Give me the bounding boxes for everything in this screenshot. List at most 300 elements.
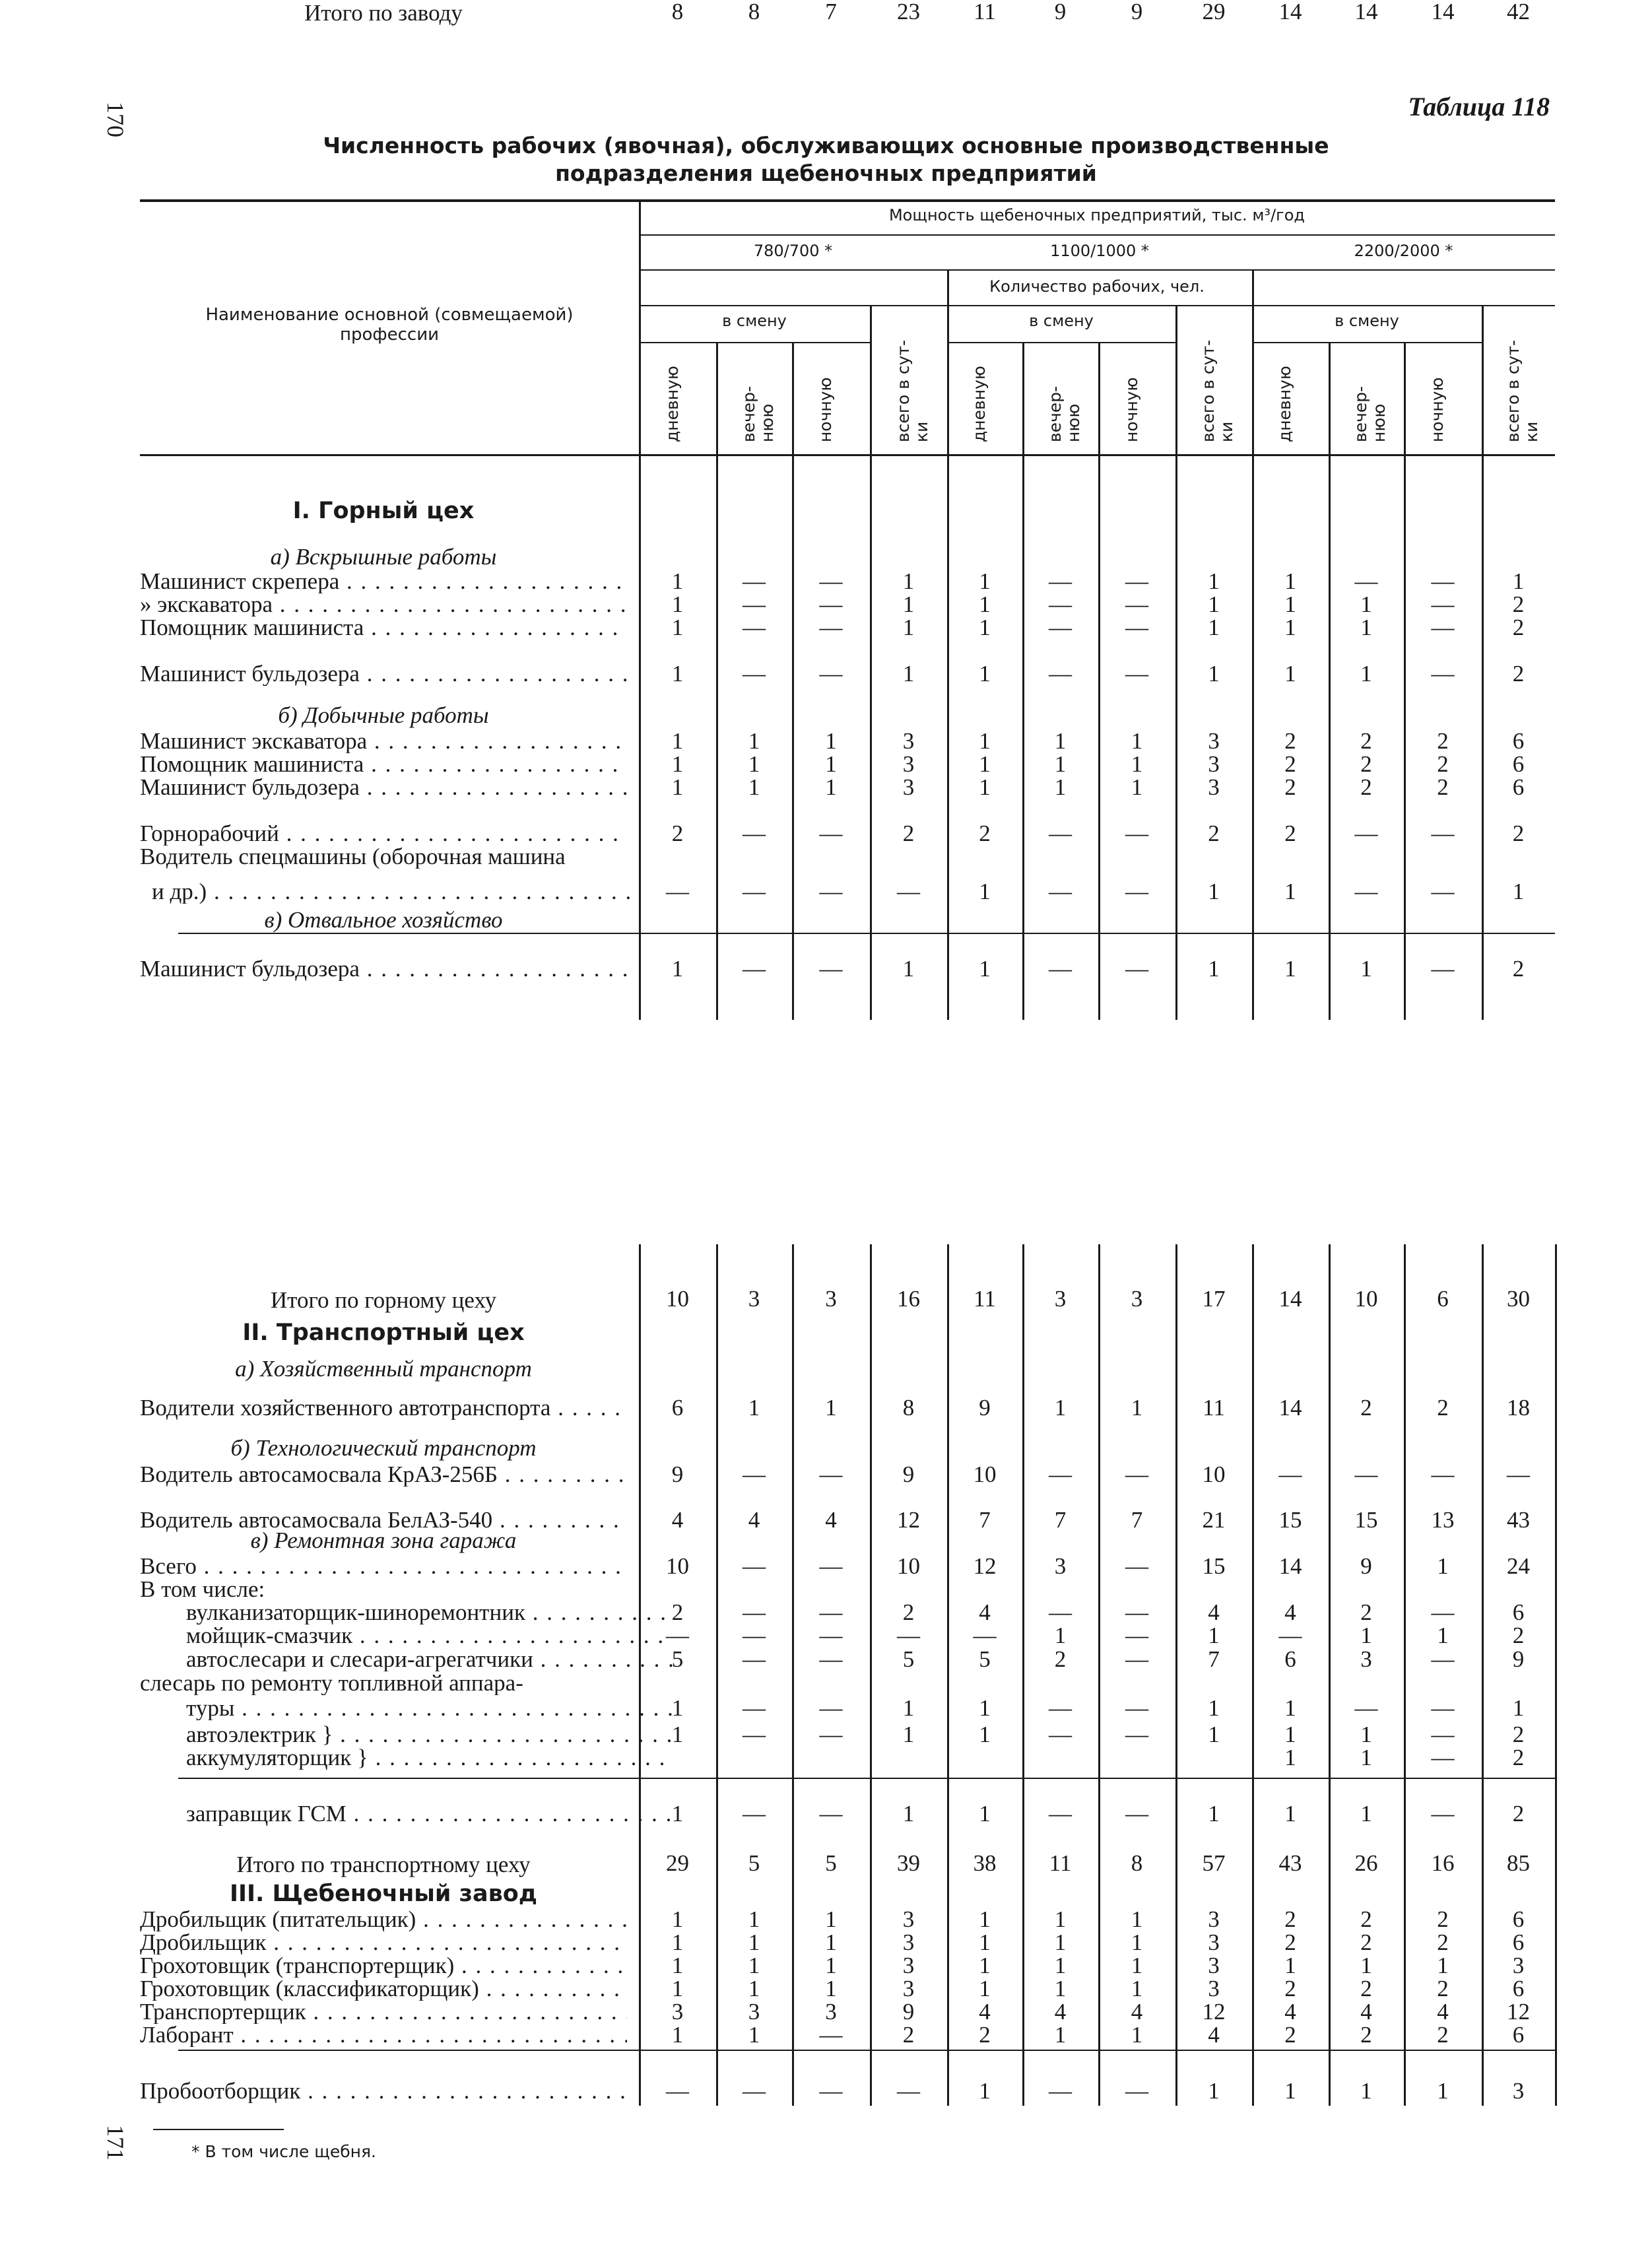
column-rule: [716, 1244, 718, 2106]
column-rule: [1175, 305, 1177, 1020]
table-cell: 1: [748, 774, 760, 800]
table-cell: —: [819, 1801, 843, 1826]
table-cell: 1: [825, 1976, 837, 2001]
table-cell: 3: [1512, 2078, 1525, 2104]
table-cell: 1: [1437, 1623, 1449, 1648]
table-cell: 2: [1360, 1395, 1372, 1421]
table-cell: —: [743, 879, 766, 904]
table-cell: 2: [1512, 956, 1525, 982]
table-cell: —: [819, 879, 843, 904]
table-cell: 1: [1360, 2078, 1372, 2104]
row-label: Грохотовщик (классификаторщик) . . .: [140, 1977, 627, 2001]
table-cell: 1: [1360, 1745, 1372, 1770]
table-cell: 3: [902, 1929, 915, 1955]
table-cell: 2: [1284, 1906, 1296, 1932]
table-cell: 2: [1054, 1646, 1067, 1672]
table-cell: 1: [1131, 1906, 1143, 1932]
table-cell: 1: [1360, 1623, 1372, 1648]
table-cell: 2: [1360, 1906, 1372, 1932]
table-cell: —: [1049, 1461, 1072, 1487]
table-cell: 1: [902, 1722, 915, 1747]
column-rule: [1404, 1244, 1406, 2106]
column-rule: [1175, 1244, 1177, 2106]
table-cell: 2: [979, 2022, 991, 2048]
table-cell: 8: [902, 1395, 915, 1421]
table-cell: 1: [1360, 615, 1372, 640]
table-cell: 6: [1512, 1906, 1525, 1932]
table-cell: 1: [1208, 661, 1220, 687]
table-cell: —: [973, 1623, 997, 1648]
table-cell: 6: [671, 1395, 684, 1421]
table-cell: —: [1049, 1599, 1072, 1625]
table-cell: 5: [671, 1646, 684, 1672]
row-label: заправщик ГСМ . . .: [186, 1802, 673, 1826]
table-cell: 9: [902, 1461, 915, 1487]
table-cell: —: [1431, 615, 1455, 640]
total-cell: 9: [1054, 0, 1067, 24]
table-cell: 15: [1202, 1553, 1226, 1579]
table-cell: —: [1125, 1623, 1148, 1648]
table-cell: —: [1049, 661, 1072, 687]
table-cell: 1: [1284, 1745, 1296, 1770]
total-cell: 8: [1131, 1850, 1143, 1876]
total-cell: 6: [1437, 1286, 1449, 1312]
table-cell: 1: [748, 728, 760, 754]
table-cell: 1: [979, 728, 991, 754]
table-cell: —: [1125, 1646, 1148, 1672]
table-cell: —: [819, 1599, 843, 1625]
table-cell: 21: [1202, 1507, 1226, 1533]
table-cell: 2: [1360, 1599, 1372, 1625]
table-cell: —: [1049, 956, 1072, 982]
table-cell: 2: [1284, 1976, 1296, 2001]
table-cell: 3: [1208, 751, 1220, 777]
total-cell: 3: [825, 1286, 837, 1312]
table-cell: 1: [825, 1395, 837, 1421]
groups-rule: [639, 269, 1555, 271]
total-cell: 8: [671, 0, 684, 24]
table-cell: —: [743, 661, 766, 687]
table-cell: 3: [1208, 728, 1220, 754]
table-cell: 15: [1354, 1507, 1378, 1533]
table-cell: —: [819, 568, 843, 594]
table-cell: —: [1431, 821, 1455, 846]
table-cell: 1: [748, 1906, 760, 1932]
table-cell: 1: [1208, 1801, 1220, 1826]
table-cell: —: [1125, 1553, 1148, 1579]
table-cell: 4: [748, 1507, 760, 1533]
table-cell: 1: [1284, 1722, 1296, 1747]
table-cell: 1: [1284, 568, 1296, 594]
table-cell: —: [743, 615, 766, 640]
table-cell: 2: [1512, 615, 1525, 640]
total-cell: 7: [825, 0, 837, 24]
table-cell: 1: [1054, 1953, 1067, 1978]
table-cell: —: [1049, 615, 1072, 640]
row-label: Всего . . .: [140, 1555, 627, 1578]
table-cell: 2: [1284, 774, 1296, 800]
table-cell: 1: [825, 1953, 837, 1978]
row-label: автослесари и слесари-агрегатчики . . .: [186, 1648, 673, 1671]
table-cell: —: [1431, 568, 1455, 594]
header-profession: Наименование основной (совмещаемой) профессии: [205, 305, 574, 345]
row-label: Водитель автосамосвала БелАЗ-540 . . .: [140, 1508, 627, 1532]
table-cell: 1: [979, 2078, 991, 2104]
row-label: Транспортерщик . . .: [140, 2000, 627, 2024]
table-cell: 1: [1208, 1722, 1220, 1747]
table-cell: 1: [671, 615, 684, 640]
header-col-1: дневную: [662, 366, 682, 442]
table-cell: —: [1431, 661, 1455, 687]
row-label: вулканизаторщик-шиноремонтник . . .: [186, 1601, 673, 1625]
table-cell: 2: [1437, 1906, 1449, 1932]
table-cell: 1: [1131, 1395, 1143, 1421]
table-cell: 1: [671, 2022, 684, 2048]
header-col-4: всего в сут- ки: [1199, 339, 1236, 442]
total-cell: 3: [1054, 1286, 1067, 1312]
column-rule: [1022, 342, 1024, 1020]
total-rule-plant: [178, 2050, 1555, 2051]
table-cell: 1: [1208, 956, 1220, 982]
table-cell: —: [1125, 1722, 1148, 1747]
column-rule: [1329, 342, 1331, 1020]
table-cell: 1: [671, 751, 684, 777]
table-cell: —: [1049, 1695, 1072, 1721]
table-cell: 2: [1284, 728, 1296, 754]
table-cell: 1: [825, 774, 837, 800]
subsection-heading: а) Хозяйственный транспорт: [235, 1356, 532, 1382]
table-cell: 1: [1360, 1801, 1372, 1826]
row-label: Грохотовщик (транспортерщик) . . .: [140, 1954, 627, 1978]
total-cell: 23: [897, 0, 920, 24]
table-cell: —: [1125, 1461, 1148, 1487]
table-cell: —: [743, 1461, 766, 1487]
table-cell: 3: [902, 1976, 915, 2001]
table-cell: 6: [1512, 1929, 1525, 1955]
table-cell: —: [1431, 956, 1455, 982]
total-cell: 5: [748, 1850, 760, 1876]
header-capacity: Мощность щебеночных предприятий, тыс. м³/год: [888, 206, 1305, 224]
row-label: аккумуляторщик } . . .: [186, 1746, 673, 1770]
table-cell: 4: [1437, 1999, 1449, 2025]
table-cell: 1: [825, 1929, 837, 1955]
table-top-rule: [140, 199, 1555, 202]
capacity-rule: [639, 234, 1555, 236]
table-cell: 1: [902, 956, 915, 982]
table-cell: 1: [979, 879, 991, 904]
column-rule: [1404, 342, 1406, 1020]
table-cell: —: [1431, 1646, 1455, 1672]
table-cell: —: [1049, 1722, 1072, 1747]
table-cell: 1: [671, 1953, 684, 1978]
table-label: Таблица 118: [1408, 92, 1550, 121]
table-cell: 1: [825, 728, 837, 754]
row-label: Дробильщик (питательщик) . . .: [140, 1908, 627, 1931]
table-cell: 1: [1054, 1976, 1067, 2001]
total-cell: 16: [897, 1286, 920, 1312]
table-cell: 1: [1284, 591, 1296, 617]
table-cell: 1: [671, 1929, 684, 1955]
row-label: мойщик-смазчик . . .: [186, 1624, 673, 1648]
table-cell: 2: [1360, 2022, 1372, 2048]
table-cell: 1: [1054, 1906, 1067, 1932]
row-label: В том числе:: [140, 1578, 265, 1601]
table-cell: 1: [671, 591, 684, 617]
table-cell: 1: [1208, 568, 1220, 594]
column-rule: [1329, 1244, 1331, 2106]
total-label: Итого по горному цеху: [270, 1287, 497, 1313]
table-cell: —: [1125, 568, 1148, 594]
table-cell: 1: [748, 2022, 760, 2048]
table-cell: 1: [1131, 1953, 1143, 1978]
table-cell: —: [743, 1695, 766, 1721]
table-cell: 1: [1437, 2078, 1449, 2104]
table-cell: 12: [973, 1553, 997, 1579]
table-cell: —: [1431, 1722, 1455, 1747]
table-cell: 2: [1512, 661, 1525, 687]
table-cell: 1: [1360, 956, 1372, 982]
table-cell: —: [743, 591, 766, 617]
table-cell: 1: [825, 751, 837, 777]
table-cell: 4: [1284, 1999, 1296, 2025]
table-cell: —: [1278, 1623, 1302, 1648]
table-cell: 1: [1512, 1695, 1525, 1721]
row-label: Машинист скрепера . . .: [140, 570, 627, 593]
table-cell: 1: [1131, 1929, 1143, 1955]
table-cell: 7: [1208, 1646, 1220, 1672]
row-label: слесарь по ремонту топливной аппара-: [140, 1671, 523, 1695]
table-cell: 5: [902, 1646, 915, 1672]
table-cell: —: [743, 1801, 766, 1826]
table-cell: 10: [1202, 1461, 1226, 1487]
table-cell: —: [1049, 879, 1072, 904]
table-cell: 2: [1284, 1929, 1296, 1955]
total-cell: 38: [973, 1850, 997, 1876]
table-cell: 1: [902, 591, 915, 617]
table-cell: 2: [1512, 1722, 1525, 1747]
table-cell: 3: [1208, 1929, 1220, 1955]
table-cell: 3: [671, 1999, 684, 2025]
table-cell: 4: [979, 1999, 991, 2025]
column-rule: [947, 269, 949, 1020]
table-cell: 1: [1054, 774, 1067, 800]
column-rule: [1555, 1244, 1557, 2106]
header-per-shift: в смену: [1335, 312, 1399, 330]
header-group-780: 780/700 *: [753, 242, 833, 260]
table-cell: 1: [902, 661, 915, 687]
table-cell: 1: [979, 591, 991, 617]
title-line-1: Численность рабочих (явочная), обслуживающих основные производственные: [323, 133, 1329, 158]
table-cell: 1: [979, 1801, 991, 1826]
table-cell: 24: [1507, 1553, 1530, 1579]
total-cell: 26: [1354, 1850, 1378, 1876]
table-cell: 2: [1437, 1976, 1449, 2001]
column-rule: [870, 305, 872, 1020]
table-cell: 1: [1208, 615, 1220, 640]
table-cell: 4: [1208, 1599, 1220, 1625]
table-cell: 6: [1284, 1646, 1296, 1672]
table-cell: 10: [973, 1461, 997, 1487]
section-heading: II. Транспортный цех: [242, 1320, 525, 1346]
table-cell: 7: [1054, 1507, 1067, 1533]
subsection-heading: б) Технологический транспорт: [230, 1435, 537, 1461]
table-cell: 1: [748, 751, 760, 777]
row-label: Помощник машиниста . . .: [140, 616, 627, 640]
column-rule: [1098, 1244, 1100, 2106]
table-cell: —: [743, 1553, 766, 1579]
total-cell: 5: [825, 1850, 837, 1876]
table-cell: 15: [1278, 1507, 1302, 1533]
header-bottom-rule: [140, 454, 1555, 456]
total-cell: 30: [1507, 1286, 1530, 1312]
table-cell: 1: [902, 1801, 915, 1826]
header-col-2: вечер- нюю: [739, 385, 777, 442]
table-cell: 1: [1131, 2022, 1143, 2048]
table-cell: 6: [1512, 751, 1525, 777]
table-cell: —: [819, 1646, 843, 1672]
table-cell: 2: [671, 1599, 684, 1625]
row-label: и др.) . . .: [152, 880, 639, 904]
table-cell: 2: [1437, 751, 1449, 777]
total-cell: 14: [1431, 0, 1455, 24]
header-col-4: всего в сут- ки: [1503, 339, 1541, 442]
table-cell: —: [666, 879, 689, 904]
table-cell: 3: [748, 1999, 760, 2025]
table-cell: 1: [979, 1695, 991, 1721]
table-cell: —: [819, 615, 843, 640]
table-cell: —: [666, 1623, 689, 1648]
table-cell: —: [743, 568, 766, 594]
table-cell: 1: [1284, 2078, 1296, 2104]
column-rule: [1482, 305, 1484, 1020]
subsection-heading: а) Вскрышные работы: [270, 544, 497, 570]
table-cell: —: [1431, 1461, 1455, 1487]
footnote: * В том числе щебня.: [191, 2142, 376, 2161]
table-cell: 4: [825, 1507, 837, 1533]
table-cell: 9: [902, 1999, 915, 2025]
table-cell: 1: [979, 1906, 991, 1932]
table-cell: —: [1431, 1745, 1455, 1770]
total-cell: 17: [1202, 1286, 1226, 1312]
table-cell: 10: [666, 1553, 689, 1579]
total-cell: 14: [1278, 0, 1302, 24]
header-group-2200: 2200/2000 *: [1354, 242, 1453, 260]
total-cell: 16: [1431, 1850, 1455, 1876]
table-cell: 12: [1507, 1999, 1530, 2025]
column-rule: [792, 1244, 794, 2106]
table-cell: —: [819, 821, 843, 846]
table-cell: 1: [902, 1695, 915, 1721]
table-cell: 13: [1431, 1507, 1455, 1533]
table-cell: —: [1431, 1695, 1455, 1721]
table-cell: 1: [979, 751, 991, 777]
table-cell: 1: [1054, 728, 1067, 754]
table-cell: 1: [748, 1929, 760, 1955]
table-cell: 6: [1512, 2022, 1525, 2048]
table-cell: 1: [1054, 1395, 1067, 1421]
table-cell: 1: [671, 568, 684, 594]
shift-rule-0: [639, 342, 870, 343]
table-cell: —: [1049, 2078, 1072, 2104]
table-cell: 9: [671, 1461, 684, 1487]
total-cell: 43: [1278, 1850, 1302, 1876]
table-cell: —: [1125, 821, 1148, 846]
total-cell: 11: [974, 1286, 996, 1312]
table-cell: 1: [902, 615, 915, 640]
header-col-1: дневную: [970, 366, 989, 442]
table-cell: 1: [671, 728, 684, 754]
table-cell: 2: [902, 1599, 915, 1625]
table-cell: 1: [748, 1976, 760, 2001]
table-cell: 3: [902, 751, 915, 777]
table-cell: 3: [825, 1999, 837, 2025]
header-col-1: дневную: [1275, 366, 1294, 442]
table-cell: 1: [1360, 661, 1372, 687]
table-cell: —: [819, 661, 843, 687]
column-rule: [639, 202, 641, 1020]
table-cell: 2: [1437, 728, 1449, 754]
table-cell: 18: [1507, 1395, 1530, 1421]
table-cell: 1: [1284, 1695, 1296, 1721]
section-heading: I. Горный цех: [292, 498, 475, 524]
total-cell: 8: [748, 0, 760, 24]
section-heading: III. Щебеночный завод: [229, 1881, 538, 1907]
table-cell: 4: [1360, 1999, 1372, 2025]
table-cell: —: [1354, 1461, 1378, 1487]
table-cell: —: [1431, 1801, 1455, 1826]
table-cell: 1: [1284, 1801, 1296, 1826]
table-cell: 1: [1054, 751, 1067, 777]
page-number-top: 170: [102, 102, 129, 137]
total-cell: 3: [748, 1286, 760, 1312]
table-cell: 1: [979, 661, 991, 687]
table-cell: 14: [1278, 1553, 1302, 1579]
table-cell: —: [1125, 661, 1148, 687]
table-cell: —: [897, 879, 920, 904]
header-col-4: всего в сут- ки: [893, 339, 931, 442]
table-cell: 2: [1512, 821, 1525, 846]
table-cell: —: [897, 2078, 920, 2104]
table-cell: —: [1431, 591, 1455, 617]
table-cell: 3: [902, 774, 915, 800]
column-rule: [1482, 1244, 1484, 2106]
column-rule: [716, 342, 718, 1020]
table-cell: 1: [1437, 1553, 1449, 1579]
shift-rule-1: [947, 342, 1175, 343]
table-cell: 14: [1278, 1395, 1302, 1421]
table-cell: —: [743, 821, 766, 846]
total-cell: 29: [666, 1850, 689, 1876]
table-cell: —: [743, 1623, 766, 1648]
table-cell: 1: [825, 1906, 837, 1932]
subsection-heading: в) Ремонтная зона гаража: [250, 1527, 517, 1553]
table-cell: 4: [1131, 1999, 1143, 2025]
table-cell: —: [819, 591, 843, 617]
table-cell: —: [1049, 821, 1072, 846]
row-label: Помощник машиниста . . .: [140, 753, 627, 776]
row-label: Водители хозяйственного автотранспорта . . .: [140, 1396, 627, 1420]
table-cell: 1: [979, 568, 991, 594]
table-cell: 4: [1054, 1999, 1067, 2025]
table-cell: 1: [671, 661, 684, 687]
table-cell: 3: [1512, 1953, 1525, 1978]
row-label: Дробильщик . . .: [140, 1931, 627, 1955]
table-cell: 12: [897, 1507, 920, 1533]
table-cell: 3: [1208, 774, 1220, 800]
table-cell: 2: [1284, 821, 1296, 846]
table-cell: 6: [1512, 1599, 1525, 1625]
table-cell: 1: [1437, 1953, 1449, 1978]
